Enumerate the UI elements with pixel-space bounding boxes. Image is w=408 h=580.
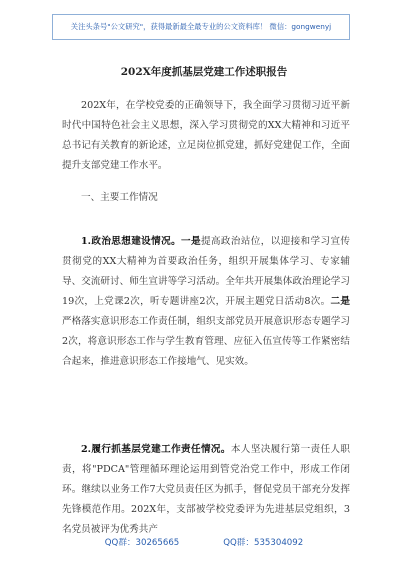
header-banner-box bbox=[52, 14, 350, 40]
paragraph-political-building-lead: 1.政治思想建设情况。一是 bbox=[81, 236, 201, 247]
document-title: 202X年度抓基层党建工作述职报告 bbox=[120, 66, 288, 78]
paragraph-political-building bbox=[62, 232, 350, 372]
footer-qq-group-2: QQ群：535304092 bbox=[223, 538, 304, 548]
paragraph-political-building-body2: 严格落实意识形态工作责任制，组织支部党员开展意识形态专题学习2次，将意识形态工作与学生教育管理、应征入伍宣传等工作紧密结合起来，推进意识形态工作接地气、见实效。 bbox=[62, 316, 350, 367]
section-heading-main-work: 一、主要工作情况 bbox=[81, 192, 158, 203]
paragraph-intro: 202X年，在学校党委的正确领导下，我全面学习贯彻习近平新时代中国特色社会主义思想，深入学习贯彻党的XX大精神和习近平总书记有关教育的新论述，立足岗位抓党建，抓好党建促工作，全面提升支部党建工作水平。 bbox=[62, 100, 350, 171]
paragraph-party-responsibility bbox=[62, 440, 350, 540]
footer-qq-group-1: QQ群：30265665 bbox=[104, 538, 180, 548]
paragraph-political-building-body1: 提高政治站位，以迎接和学习宣传贯彻党的XX大精神为首要政治任务，组织开展集体学习、专家辅导、交流研讨、师生宣讲等学习活动。全年共开展集体政治理论学习19次，上党课2次，听专题讲座2次，开展主题党日活动8次。 bbox=[62, 236, 350, 307]
paragraph-party-responsibility-lead: 2.履行抓基层党建工作责任情况。 bbox=[81, 444, 231, 455]
footer-contact bbox=[0, 536, 408, 548]
paragraph-political-building-lead2: 二是 bbox=[330, 296, 350, 307]
header-banner-text: 关注头条号"公文研究"，获得最新最全最专业的公文资料库！ 微信：gongwenyj bbox=[70, 22, 332, 31]
paragraph-party-responsibility-body: 本人坚决履行第一责任人职责，将"PDCA"管理循环理论运用到管党治党工作中，形成工作闭环。继续以业务工作7大党员责任区为抓手，督促党员干部充分发挥先锋模范作用。202X年，支部被学校党委评为先进基层党组织，3名党员被评为优秀共产 bbox=[62, 444, 351, 535]
